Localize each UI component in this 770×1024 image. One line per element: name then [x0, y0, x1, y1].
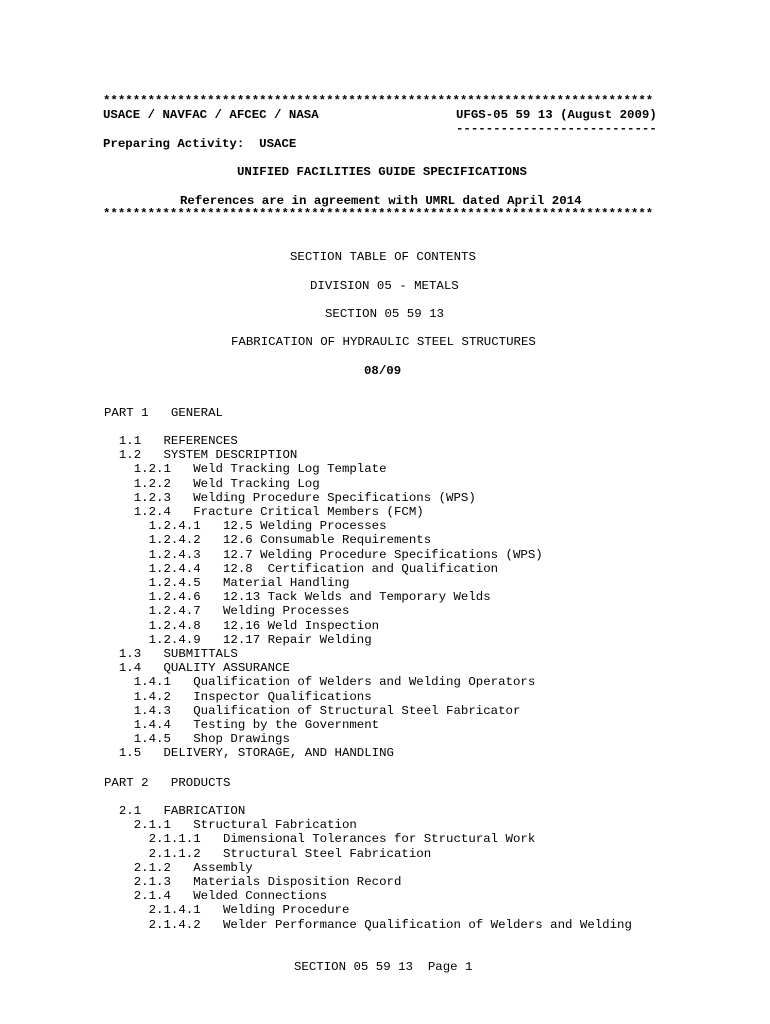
- toc-entry: 1.2.2 Weld Tracking Log: [104, 476, 320, 491]
- toc-entry: 2.1.1.1 Dimensional Tolerances for Structural Work: [104, 832, 536, 847]
- page-footer: SECTION 05 59 13 Page 1: [294, 960, 473, 974]
- header-spec-underline: ---------------------------: [456, 122, 657, 136]
- toc-entry: 2.1.4 Welded Connections: [104, 889, 328, 904]
- toc-entry: 1.1 REFERENCES: [104, 434, 238, 448]
- toc-entry: 1.2 SYSTEM DESCRIPTION: [104, 448, 298, 463]
- toc-entry: 1.2.4.7 Welding Processes: [104, 604, 350, 619]
- toc-entry: 2.1.1 Structural Fabrication: [104, 818, 357, 833]
- part1-toc-list: [104, 434, 704, 764]
- header-preparing-activity: Preparing Activity: USACE: [103, 137, 297, 151]
- toc-entry: 1.4.5 Shop Drawings: [104, 732, 290, 747]
- toc-entry: 2.1 FABRICATION: [104, 804, 246, 818]
- part1-heading: PART 1 GENERAL: [104, 406, 223, 420]
- part2-toc-list: [104, 804, 704, 934]
- header-stars-top: **************************************************************************: [103, 94, 654, 108]
- toc-entry: 1.4 QUALITY ASSURANCE: [104, 661, 290, 676]
- toc-entry: 1.2.4.5 Material Handling: [104, 576, 350, 590]
- toc-entry: 1.2.3 Welding Procedure Specifications (WPS): [104, 490, 476, 505]
- toc-entry: 1.2.4.8 12.16 Weld Inspection: [104, 618, 380, 633]
- toc-entry: 1.2.4 Fracture Critical Members (FCM): [104, 505, 424, 519]
- toc-entry: 1.3 SUBMITTALS: [104, 647, 238, 661]
- toc-entry: 1.4.3 Qualification of Structural Steel Fabricator: [104, 703, 521, 718]
- toc-entry: 1.2.4.1 12.5 Welding Processes: [104, 519, 387, 534]
- toc-entry: 1.2.4.4 12.8 Certification and Qualification: [104, 561, 499, 576]
- header-agencies: USACE / NAVFAC / AFCEC / NASA: [103, 108, 319, 122]
- toc-entry: 1.2.4.2 12.6 Consumable Requirements: [104, 533, 432, 548]
- toc-entry: 1.2.4.6 12.13 Tack Welds and Temporary Welds: [104, 590, 491, 605]
- header-spec-id: UFGS-05 59 13 (August 2009): [456, 108, 657, 122]
- header-stars-bottom: **************************************************************************: [103, 207, 654, 221]
- toc-entry: 1.4.2 Inspector Qualifications: [104, 689, 372, 704]
- toc-entry: 2.1.1.2 Structural Steel Fabrication: [104, 846, 432, 861]
- part2-heading: PART 2 PRODUCTS: [104, 776, 231, 790]
- toc-entry: 1.5 DELIVERY, STORAGE, AND HANDLING: [104, 746, 394, 761]
- section-number: SECTION 05 59 13: [325, 307, 444, 321]
- header-references: References are in agreement with UMRL dated April 2014: [180, 194, 582, 208]
- toc-entry: 1.2.4.9 12.17 Repair Welding: [104, 632, 372, 647]
- header-ufgs-title: UNIFIED FACILITIES GUIDE SPECIFICATIONS: [237, 165, 527, 179]
- toc-title: SECTION TABLE OF CONTENTS: [290, 250, 476, 264]
- toc-entry: 1.4.4 Testing by the Government: [104, 718, 380, 732]
- toc-entry: 1.2.4.3 12.7 Welding Procedure Specifications (WPS): [104, 547, 543, 562]
- toc-entry: 2.1.4.1 Welding Procedure: [104, 903, 350, 918]
- toc-entry: 2.1.2 Assembly: [104, 860, 253, 875]
- toc-entry: 1.4.1 Qualification of Welders and Welding Operators: [104, 675, 536, 690]
- section-name: FABRICATION OF HYDRAULIC STEEL STRUCTURES: [231, 335, 536, 349]
- division-title: DIVISION 05 - METALS: [310, 279, 459, 293]
- toc-entry: 2.1.4.2 Welder Performance Qualification of Welders and Welding: [104, 917, 632, 932]
- section-date: 08/09: [364, 364, 402, 378]
- toc-entry: 1.2.1 Weld Tracking Log Template: [104, 462, 387, 477]
- toc-entry: 2.1.3 Materials Disposition Record: [104, 875, 402, 889]
